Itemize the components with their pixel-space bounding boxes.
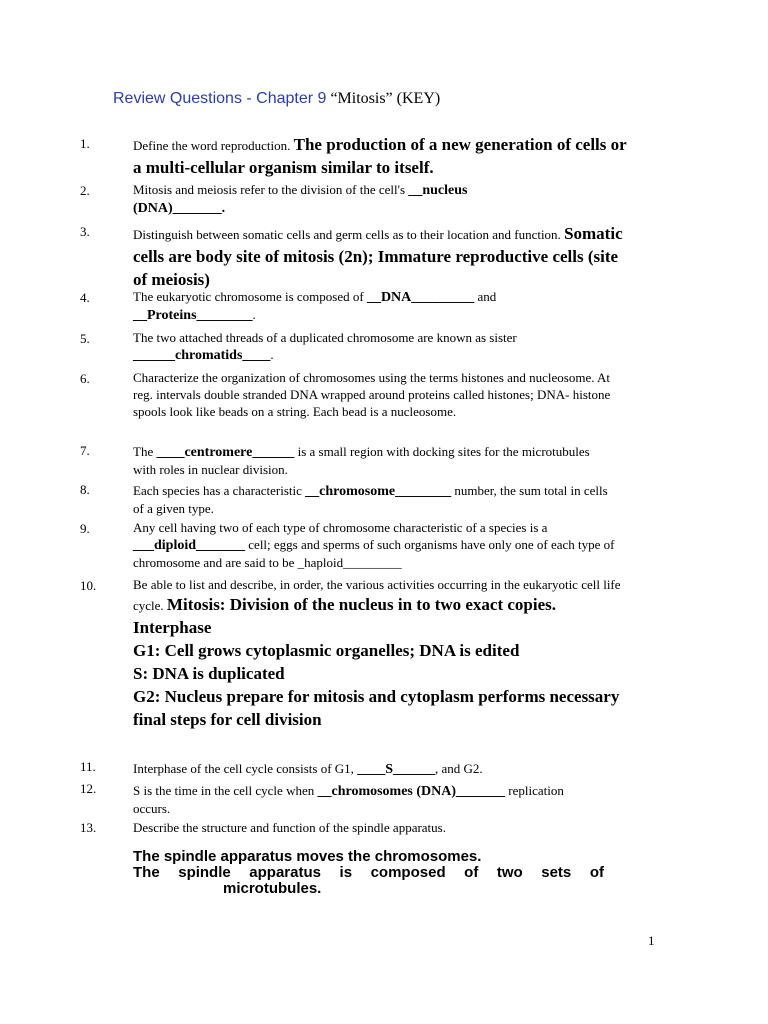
question-text: .	[252, 307, 256, 322]
question-number: 13.	[80, 820, 97, 835]
question-number: 3.	[80, 224, 90, 239]
question-body	[133, 760, 627, 778]
question-body	[133, 443, 593, 478]
question-text: The two attached threads of a duplicated chromosome are known as sister	[133, 330, 517, 345]
question-text: cell; eggs and sperms of such organisms have only one of each type of chromosome and are said to be _haploid_________	[133, 537, 615, 570]
question-number: 6.	[80, 371, 90, 386]
question-text: Mitosis and meiosis refer to the division of the cell's	[133, 182, 409, 197]
question-body	[133, 181, 533, 217]
question-body	[133, 288, 563, 324]
question-number: 11.	[80, 759, 96, 774]
answer-text: __chromosome________	[305, 484, 452, 499]
answer-text: ___diploid_______	[133, 538, 246, 553]
question-text: Each species has a characteristic	[133, 483, 306, 498]
question-text: S is the time in the cell cycle when	[133, 783, 318, 798]
question-number: 1.	[80, 136, 90, 151]
question-text: Any cell having two of each type of chromosome characteristic of a species is a	[133, 520, 548, 535]
page-title	[113, 90, 440, 108]
question-text: Distinguish between somatic cells and germ cells as to their location and function.	[133, 227, 565, 242]
question-text: Be able to list and describe, in order, the various activities occurring in the eukaryotic cell life cycle.	[133, 577, 621, 613]
question-text: number, the sum total in cells of a given type.	[133, 483, 608, 516]
title-chapter: Review Questions - Chapter 9	[113, 90, 327, 107]
question-text: is a small region with docking sites for the microtubules with roles in nuclear division.	[133, 444, 590, 477]
question-body	[133, 369, 619, 420]
question-text: Characterize the organization of chromosomes using the terms histones and nucleosome. At reg. intervals double stranded DNA wrapped around proteins called histones; DNA- histone spools look like beads on a string. Each bead is a nucleosome.	[133, 370, 611, 419]
question-text: .	[270, 347, 274, 362]
answer-text: microtubules.	[223, 880, 322, 897]
question-text: The	[133, 444, 157, 459]
answer-text: Mitosis: Division of the nucleus in to two exact copies.	[166, 595, 557, 614]
answer-text: __nucleus (DNA)_______.	[133, 183, 468, 216]
question-text: replication occurs.	[133, 783, 564, 816]
answer-text: ____centromere______	[156, 445, 295, 460]
question-body	[133, 133, 627, 179]
answer-text: The production of a new generation of cells or a multi-cellular organism similar to itself.	[133, 135, 627, 177]
answer-text: Somatic cells are body site of mitosis (2n); Immature reproductive cells (site of meiosis)	[133, 224, 623, 289]
question-text: Define the word reproduction.	[133, 138, 294, 153]
answer-text: __chromosomes (DNA)_______	[317, 784, 506, 799]
question-body	[133, 576, 627, 731]
question-body	[133, 519, 619, 571]
question-number: 7.	[80, 443, 90, 458]
question-body	[133, 782, 593, 817]
question-number: 10.	[80, 578, 97, 593]
answer-text: The spindle apparatus is composed of two sets of	[133, 864, 604, 881]
answer-text: ______chromatids____	[133, 348, 271, 363]
question-body	[133, 482, 613, 517]
page-number: 1	[648, 933, 655, 948]
cell-cycle-phase: S: DNA is duplicated	[133, 664, 285, 683]
cell-cycle-phase: G2: Nucleus prepare for mitosis and cytoplasm performs necessary final steps for cell division	[133, 687, 620, 729]
question-number: 9.	[80, 521, 90, 536]
title-topic: “Mitosis” (KEY)	[326, 90, 441, 107]
cell-cycle-phase: G1: Cell grows cytoplasmic organelles; DNA is edited	[133, 641, 520, 660]
question-number: 4.	[80, 290, 90, 305]
spindle-answer	[133, 849, 604, 897]
question-body	[133, 819, 627, 836]
question-text: , and G2.	[434, 761, 483, 776]
question-number: 5.	[80, 331, 90, 346]
question-text: Interphase of the cell cycle consists of G1,	[133, 761, 358, 776]
question-number: 2.	[80, 183, 90, 198]
answer-text: ____S______	[357, 762, 435, 777]
question-body	[133, 329, 593, 364]
question-text: The eukaryotic chromosome is composed of	[133, 289, 367, 304]
question-text: and	[474, 289, 497, 304]
question-number: 8.	[80, 482, 90, 497]
question-number: 12.	[80, 781, 97, 796]
answer-text: __Proteins________	[133, 308, 253, 323]
question-body	[133, 222, 627, 291]
answer-text: __DNA_________	[366, 290, 475, 305]
question-text: Describe the structure and function of the spindle apparatus.	[133, 820, 446, 835]
cell-cycle-phase: Interphase	[133, 618, 212, 637]
answer-text: The spindle apparatus moves the chromosomes.	[133, 848, 482, 865]
